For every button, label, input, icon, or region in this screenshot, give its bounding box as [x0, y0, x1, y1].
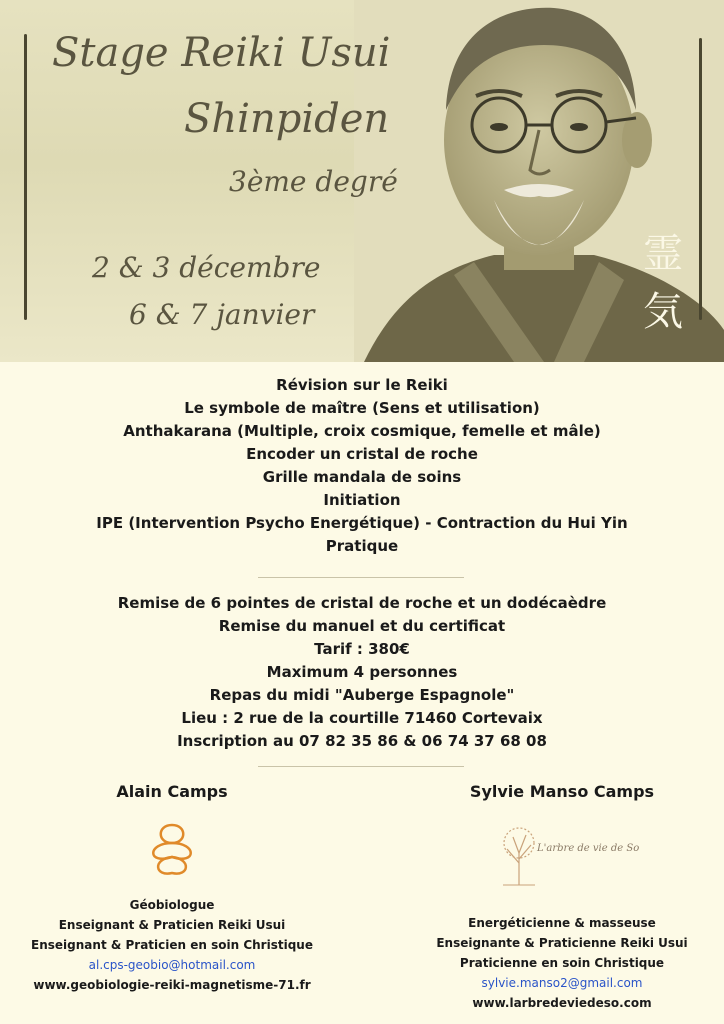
role-line: Enseignant & Praticien en soin Christique	[31, 938, 313, 952]
tree-logo-text: L'arbre de vie de So	[537, 843, 640, 854]
detail-item: Maximum 4 personnes	[266, 663, 458, 681]
program-item: Pratique	[325, 537, 399, 555]
detail-item: Inscription au 07 82 35 86 & 06 74 37 68 08	[177, 732, 547, 750]
header-banner	[0, 0, 724, 362]
website-link[interactable]: www.geobiologie-reiki-magnetisme-71.fr	[33, 978, 311, 992]
decorative-line-right	[699, 38, 702, 320]
program-item: Grille mandala de soins	[262, 468, 462, 486]
role-line: Enseignant & Praticien Reiki Usui	[58, 918, 286, 932]
section-divider	[258, 577, 464, 578]
detail-item: Remise de 6 pointes de cristal de roche et un dodécaèdre	[117, 594, 607, 612]
role-line: Energéticienne & masseuse	[468, 916, 656, 930]
detail-item: Repas du midi "Auberge Espagnole"	[209, 686, 515, 704]
dates-line1: 2 & 3 décembre	[92, 251, 321, 284]
details-section	[0, 592, 724, 753]
program-item: Encoder un cristal de roche	[246, 445, 478, 463]
stage-title-line1: Stage Reiki Usui	[52, 30, 391, 76]
detail-item: Remise du manuel et du certificat	[218, 617, 506, 635]
email-link[interactable]: sylvie.manso2@gmail.com	[481, 976, 643, 990]
right-contact-card	[400, 782, 724, 1013]
program-item: Anthakarana (Multiple, croix cosmique, femelle et mâle)	[123, 422, 601, 440]
stage-title-line2: Shinpiden	[184, 96, 390, 142]
detail-item: Lieu : 2 rue de la courtille 71460 Cortevaix	[181, 709, 543, 727]
email-link[interactable]: al.cps-geobio@hotmail.com	[88, 958, 256, 972]
role-line: Praticienne en soin Christique	[459, 956, 665, 970]
program-item: Initiation	[323, 491, 401, 509]
section-divider	[258, 766, 464, 767]
dates-line2: 6 & 7 janvier	[129, 298, 315, 331]
program-list	[0, 374, 724, 558]
program-item: IPE (Intervention Psycho Energétique) - Contraction du Hui Yin	[96, 514, 628, 532]
program-item: Révision sur le Reiki	[276, 376, 448, 394]
role-line: Enseignante & Praticienne Reiki Usui	[436, 936, 688, 950]
person-name: Sylvie Manso Camps	[469, 782, 655, 801]
person-info	[400, 913, 724, 1013]
person-info	[0, 895, 344, 995]
tree-logo	[497, 821, 640, 891]
program-item: Le symbole de maître (Sens et utilisation)	[184, 399, 540, 417]
reiki-kanji-bottom: 気	[643, 289, 683, 335]
website-link[interactable]: www.larbredeviedeso.com	[472, 996, 652, 1010]
reiki-kanji-top: 霊	[643, 231, 683, 277]
person-name: Alain Camps	[116, 782, 228, 801]
tree-icon	[499, 823, 539, 887]
degree-subtitle: 3ème degré	[229, 165, 398, 198]
role-line: Géobiologue	[129, 898, 215, 912]
left-contact-card	[0, 782, 344, 995]
decorative-line-left	[24, 34, 27, 320]
details-list	[0, 592, 724, 753]
program-section	[0, 374, 724, 558]
detail-item: Tarif : 380€	[314, 640, 410, 658]
infinity-logo-icon	[137, 815, 207, 885]
